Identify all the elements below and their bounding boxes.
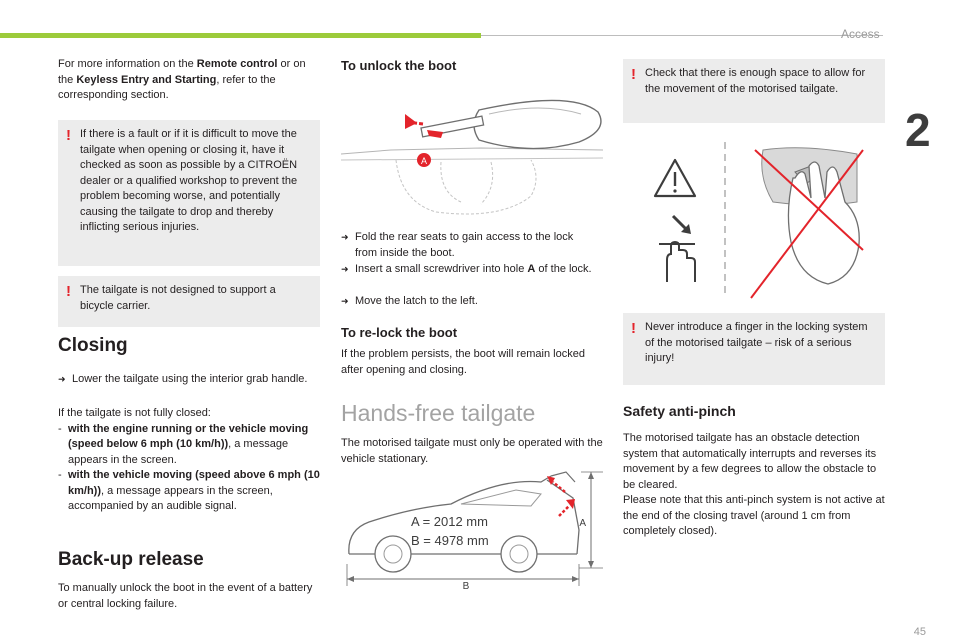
arrow-bullet-icon: ➜ bbox=[341, 264, 349, 274]
dash-mark: - bbox=[58, 422, 62, 435]
condition-vehicle-moving-bold: with the vehicle moving (speed above 6 mph (10 km/h)) bbox=[68, 469, 320, 497]
handsfree-heading: Hands-free tailgate bbox=[341, 400, 536, 426]
anti-pinch-warning-illustration bbox=[623, 132, 885, 304]
closing-step-text: Lower the tailgate using the interior grab handle. bbox=[72, 373, 308, 385]
anti-pinch-text-1: The motorised tailgate has an obstacle detection system that automatically interrupts and reverses its movement by a few degrees to allow the obstacle to be cleared. bbox=[623, 432, 877, 491]
condition-vehicle-moving bbox=[58, 468, 320, 515]
condition-engine-running bbox=[58, 422, 320, 469]
intro-text-c: , refer to the corresponding section. bbox=[58, 73, 276, 101]
unlock-step-1 bbox=[341, 230, 596, 261]
backup-release-heading: Back-up release bbox=[58, 549, 204, 570]
warning-space-text: Check that there is enough space to allow for the movement of the motorised tailgate. bbox=[645, 67, 866, 95]
dimension-b-value: B = 4978 mm bbox=[411, 533, 489, 548]
relock-heading: To re-lock the boot bbox=[341, 325, 458, 340]
not-closed-intro: If the tailgate is not fully closed: bbox=[58, 407, 211, 419]
unlock-illustration bbox=[341, 92, 603, 220]
unlock-step-2-text-a: Insert a small screwdriver into hole bbox=[355, 263, 528, 275]
not-closed-block bbox=[58, 406, 320, 515]
warning-icon: ! bbox=[66, 283, 71, 300]
page-number: 45 bbox=[913, 626, 926, 638]
warning-fault-text: If there is a fault or if it is difficult to move the tailgate when opening or closing it, have it checked as soon as possible by a CITROËN dealer or a qualified workshop to prevent the problem becoming worse, and potentially causing the tailgate to drop and thereby inflicting serious injuries. bbox=[80, 128, 298, 233]
intro-paragraph bbox=[58, 57, 320, 104]
warning-icon: ! bbox=[631, 66, 636, 83]
backup-release-text: To manually unlock the boot in the event of a battery or central locking failure. bbox=[58, 582, 313, 610]
dimension-b-label: B bbox=[462, 581, 470, 592]
arrow-bullet-icon: ➜ bbox=[341, 296, 349, 306]
car-dimensions-diagram bbox=[341, 468, 603, 592]
intro-remote-control: Remote control bbox=[196, 58, 278, 70]
unlock-step-3-text: Move the latch to the left. bbox=[355, 295, 478, 307]
intro-text-b: or on the bbox=[58, 58, 306, 86]
warning-icon: ! bbox=[631, 320, 636, 337]
relock-text: If the problem persists, the boot will remain locked after opening and closing. bbox=[341, 348, 585, 376]
header-accent-bar bbox=[0, 33, 481, 38]
handsfree-text: The motorised tailgate must only be operated with the vehicle stationary. bbox=[341, 437, 603, 465]
unlock-step-2-hole: A bbox=[527, 263, 536, 275]
warning-box-space bbox=[623, 59, 885, 123]
chapter-number: 2 bbox=[905, 104, 931, 156]
intro-keyless-entry: Keyless Entry and Starting bbox=[76, 73, 217, 86]
warning-bicycle-text: The tailgate is not designed to support a bicycle carrier. bbox=[80, 284, 276, 312]
unlock-step-3 bbox=[341, 294, 596, 310]
warning-finger-text: Never introduce a finger in the locking system of the motorised tailgate – risk of a serious injury! bbox=[645, 321, 868, 364]
unlock-heading: To unlock the boot bbox=[341, 58, 457, 73]
warning-box-bicycle bbox=[58, 276, 320, 327]
anti-pinch-text-2: Please note that this anti-pinch system is not active at the end of the closing travel (around 1 cm from completely closed). bbox=[623, 494, 885, 537]
unlock-step-1-text: Fold the rear seats to gain access to the lock from inside the boot. bbox=[355, 231, 574, 259]
arrow-bullet-icon: ➜ bbox=[58, 374, 66, 384]
closing-heading: Closing bbox=[58, 335, 128, 356]
warning-icon: ! bbox=[66, 127, 71, 144]
closing-step bbox=[58, 372, 308, 388]
condition-engine-running-rest: , a message appears in the screen. bbox=[68, 438, 289, 466]
arrow-bullet-icon: ➜ bbox=[341, 232, 349, 242]
warning-box-fault bbox=[58, 120, 320, 266]
lock-hole-label: A bbox=[420, 156, 428, 166]
dimension-a-label: A bbox=[579, 518, 586, 529]
header-rule bbox=[481, 35, 883, 36]
intro-text-a: For more information on the bbox=[58, 58, 197, 70]
section-title: Access bbox=[841, 27, 880, 41]
condition-engine-running-bold: with the engine running or the vehicle moving (speed below 6 mph (10 km/h)) bbox=[68, 422, 309, 450]
condition-vehicle-moving-rest: , a message appears in the screen, accompanied by an audible signal. bbox=[68, 484, 273, 512]
dash-mark: - bbox=[58, 469, 62, 481]
anti-pinch-heading: Safety anti-pinch bbox=[623, 403, 736, 419]
dimension-a-value: A = 2012 mm bbox=[411, 514, 488, 529]
unlock-step-2 bbox=[341, 262, 596, 278]
warning-box-finger bbox=[623, 313, 885, 385]
unlock-step-2-text-b: of the lock. bbox=[535, 263, 592, 275]
